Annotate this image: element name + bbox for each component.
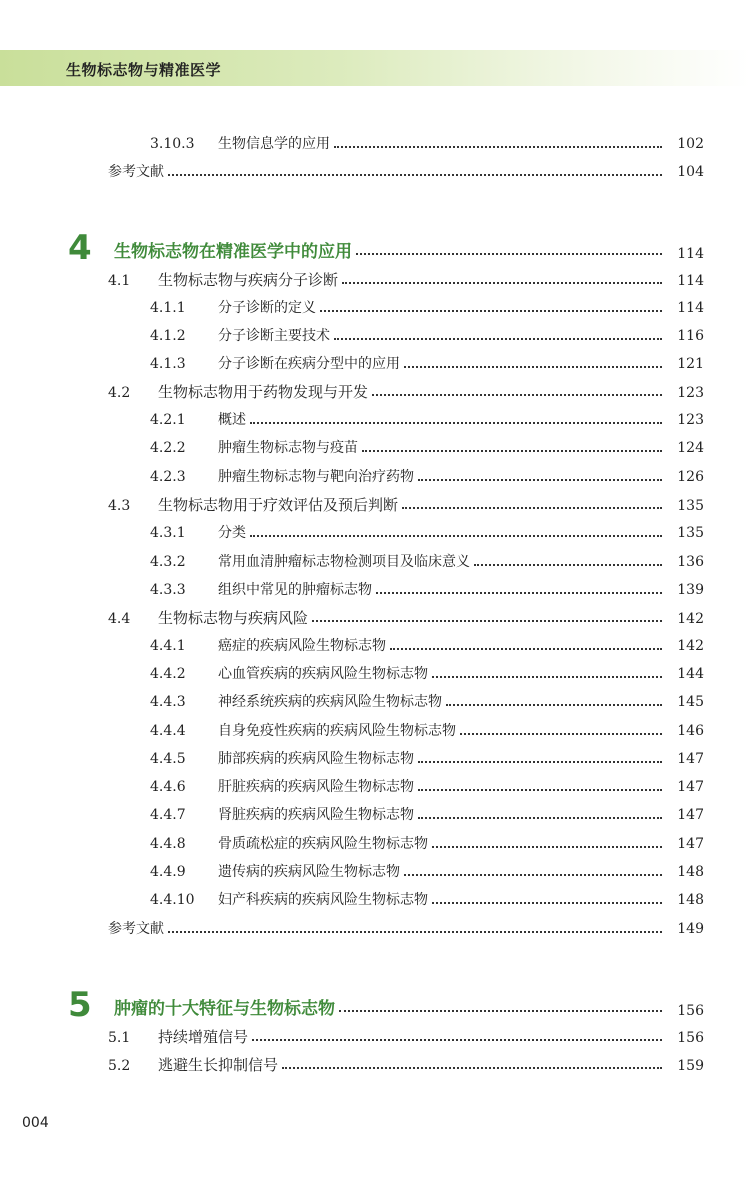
page-ref: 102 [677,136,704,152]
page-ref: 114 [677,300,704,316]
toc-subsection-row[interactable] [150,579,704,603]
entry-title: 概述 [218,412,246,428]
toc-subsection-row[interactable] [150,833,704,857]
entry-title: 自身免疫性疾病的疾病风险生物标志物 [218,723,456,739]
entry-title: 分类 [218,525,246,541]
dot-leader [250,535,662,537]
dot-leader [376,592,662,594]
dot-leader [432,846,662,848]
section-number: 4.4.2 [150,666,186,682]
page-ref: 145 [677,694,704,710]
section-number: 4.4.5 [150,751,186,767]
section-number: 4.1.1 [150,300,186,316]
page-ref: 124 [677,440,704,456]
page-ref: 142 [677,638,704,654]
toc-subsection-row[interactable] [150,889,704,913]
book-title: 生物标志物与精准医学 [66,61,222,79]
dot-leader [418,479,662,481]
section-number: 4.4.6 [150,779,186,795]
toc-section-row[interactable] [108,1054,704,1078]
section-number: 3.10.3 [150,136,195,152]
dot-leader [282,1067,662,1069]
section-number: 4.4.4 [150,723,186,739]
dot-leader [339,1010,662,1012]
dot-leader [404,366,662,368]
dot-leader [168,931,662,933]
toc-subsection-row[interactable] [150,133,704,157]
dot-leader [320,310,662,312]
entry-title: 参考文献 [108,921,164,937]
entry-title: 持续增殖信号 [158,1028,249,1046]
toc-subsection-row[interactable] [150,551,704,575]
dot-leader [460,733,662,735]
entry-title: 心血管疾病的疾病风险生物标志物 [218,666,428,682]
section-number: 4.2.2 [150,440,186,456]
toc-subsection-row[interactable] [150,353,704,377]
dot-leader [168,174,662,176]
entry-title: 参考文献 [108,164,164,180]
toc-subsection-row[interactable] [150,861,704,885]
entry-title: 组织中常见的肿瘤标志物 [218,582,372,598]
toc-references-row[interactable] [108,161,704,185]
entry-title: 肾脏疾病的疾病风险生物标志物 [218,807,414,823]
entry-title: 肺部疾病的疾病风险生物标志物 [218,751,414,767]
toc-subsection-row[interactable] [150,522,704,546]
page-ref: 114 [677,273,704,289]
page-ref: 142 [677,611,704,627]
dot-leader [390,648,662,650]
page-ref: 121 [677,356,704,372]
section-number: 4.1 [108,273,131,289]
entry-title: 逃避生长抑制信号 [158,1056,279,1074]
page-ref: 123 [677,412,704,428]
entry-title: 分子诊断主要技术 [218,328,330,344]
entry-title: 癌症的疾病风险生物标志物 [218,638,386,654]
dot-leader [362,450,662,452]
dot-leader [402,507,662,509]
entry-title: 常用血清肿瘤标志物检测项目及临床意义 [218,554,470,570]
entry-title: 肝脏疾病的疾病风险生物标志物 [218,779,414,795]
toc-subsection-row[interactable] [150,720,704,744]
chapter-title: 肿瘤的十大特征与生物标志物 [114,999,335,1019]
toc-chapter-row[interactable] [68,985,704,1025]
toc-references-row[interactable] [108,918,704,942]
page-ref: 116 [677,328,704,344]
page-ref: 147 [677,779,704,795]
entry-title: 神经系统疾病的疾病风险生物标志物 [218,694,442,710]
page-ref: 146 [677,723,704,739]
dot-leader [418,789,662,791]
entry-title: 妇产科疾病的疾病风险生物标志物 [218,892,428,908]
page-ref: 156 [677,1003,704,1019]
toc-chapter-row[interactable] [68,228,704,268]
toc-section-row[interactable] [108,269,704,293]
section-number: 4.4 [108,611,131,627]
page-ref: 104 [677,164,704,180]
page-ref: 148 [677,864,704,880]
toc-subsection-row[interactable] [150,635,704,659]
toc-section-row[interactable] [108,494,704,518]
section-number: 4.2 [108,385,131,401]
toc-subsection-row[interactable] [150,776,704,800]
entry-title: 肿瘤生物标志物与疫苗 [218,440,358,456]
section-number: 4.3 [108,498,131,514]
dot-leader [356,253,662,255]
toc-subsection-row[interactable] [150,804,704,828]
toc-subsection-row[interactable] [150,691,704,715]
toc-subsection-row[interactable] [150,466,704,490]
entry-title: 生物标志物用于药物发现与开发 [158,383,369,401]
dot-leader [252,1039,662,1041]
chapter-number: 5 [68,985,92,1025]
section-number: 5.2 [108,1058,131,1074]
dot-leader [342,282,662,284]
page-ref: 147 [677,751,704,767]
entry-title: 肿瘤生物标志物与靶向治疗药物 [218,469,414,485]
toc-subsection-row[interactable] [150,748,704,772]
entry-title: 分子诊断的定义 [218,300,316,316]
dot-leader [250,422,662,424]
toc-subsection-row[interactable] [150,297,704,321]
dot-leader [334,146,662,148]
section-number: 4.4.10 [150,892,195,908]
entry-title: 生物标志物用于疗效评估及预后判断 [158,496,399,514]
entry-title: 生物标志物与疾病风险 [158,609,309,627]
toc-section-row[interactable] [108,381,704,405]
page-ref: 136 [677,554,704,570]
page-ref: 126 [677,469,704,485]
dot-leader [404,874,662,876]
section-number: 4.2.1 [150,412,186,428]
section-number: 4.3.3 [150,582,186,598]
chapter-number: 4 [68,228,92,268]
toc-section-row[interactable] [108,607,704,631]
section-number: 4.4.1 [150,638,186,654]
section-number: 4.4.7 [150,807,186,823]
page-ref: 135 [677,498,704,514]
dot-leader [372,394,662,396]
dot-leader [432,676,662,678]
entry-title: 生物信息学的应用 [218,136,330,152]
dot-leader [474,564,662,566]
entry-title: 分子诊断在疾病分型中的应用 [218,356,400,372]
toc-section-row[interactable] [108,1026,704,1050]
section-number: 5.1 [108,1030,131,1046]
section-number: 4.3.2 [150,554,186,570]
section-number: 4.2.3 [150,469,186,485]
page-number: 004 [22,1115,49,1131]
entry-title: 骨质疏松症的疾病风险生物标志物 [218,836,428,852]
section-number: 4.4.8 [150,836,186,852]
toc-subsection-row[interactable] [150,663,704,687]
toc-subsection-row[interactable] [150,437,704,461]
section-number: 4.4.3 [150,694,186,710]
dot-leader [312,620,662,622]
toc-subsection-row[interactable] [150,325,704,349]
section-number: 4.4.9 [150,864,186,880]
page-ref: 159 [677,1058,704,1074]
entry-title: 生物标志物与疾病分子诊断 [158,271,339,289]
dot-leader [418,761,662,763]
page-ref: 148 [677,892,704,908]
toc-subsection-row[interactable] [150,409,704,433]
section-number: 4.1.2 [150,328,186,344]
entry-title: 遗传病的疾病风险生物标志物 [218,864,400,880]
page-ref: 123 [677,385,704,401]
dot-leader [334,338,662,340]
page-ref: 114 [677,246,704,262]
dot-leader [432,902,662,904]
page-ref: 135 [677,525,704,541]
page-ref: 147 [677,807,704,823]
dot-leader [446,704,662,706]
section-number: 4.3.1 [150,525,186,541]
page-ref: 144 [677,666,704,682]
section-number: 4.1.3 [150,356,186,372]
chapter-title: 生物标志物在精准医学中的应用 [114,242,352,262]
page-ref: 156 [677,1030,704,1046]
page-ref: 147 [677,836,704,852]
page-ref: 139 [677,582,704,598]
page-ref: 149 [677,921,704,937]
dot-leader [418,817,662,819]
